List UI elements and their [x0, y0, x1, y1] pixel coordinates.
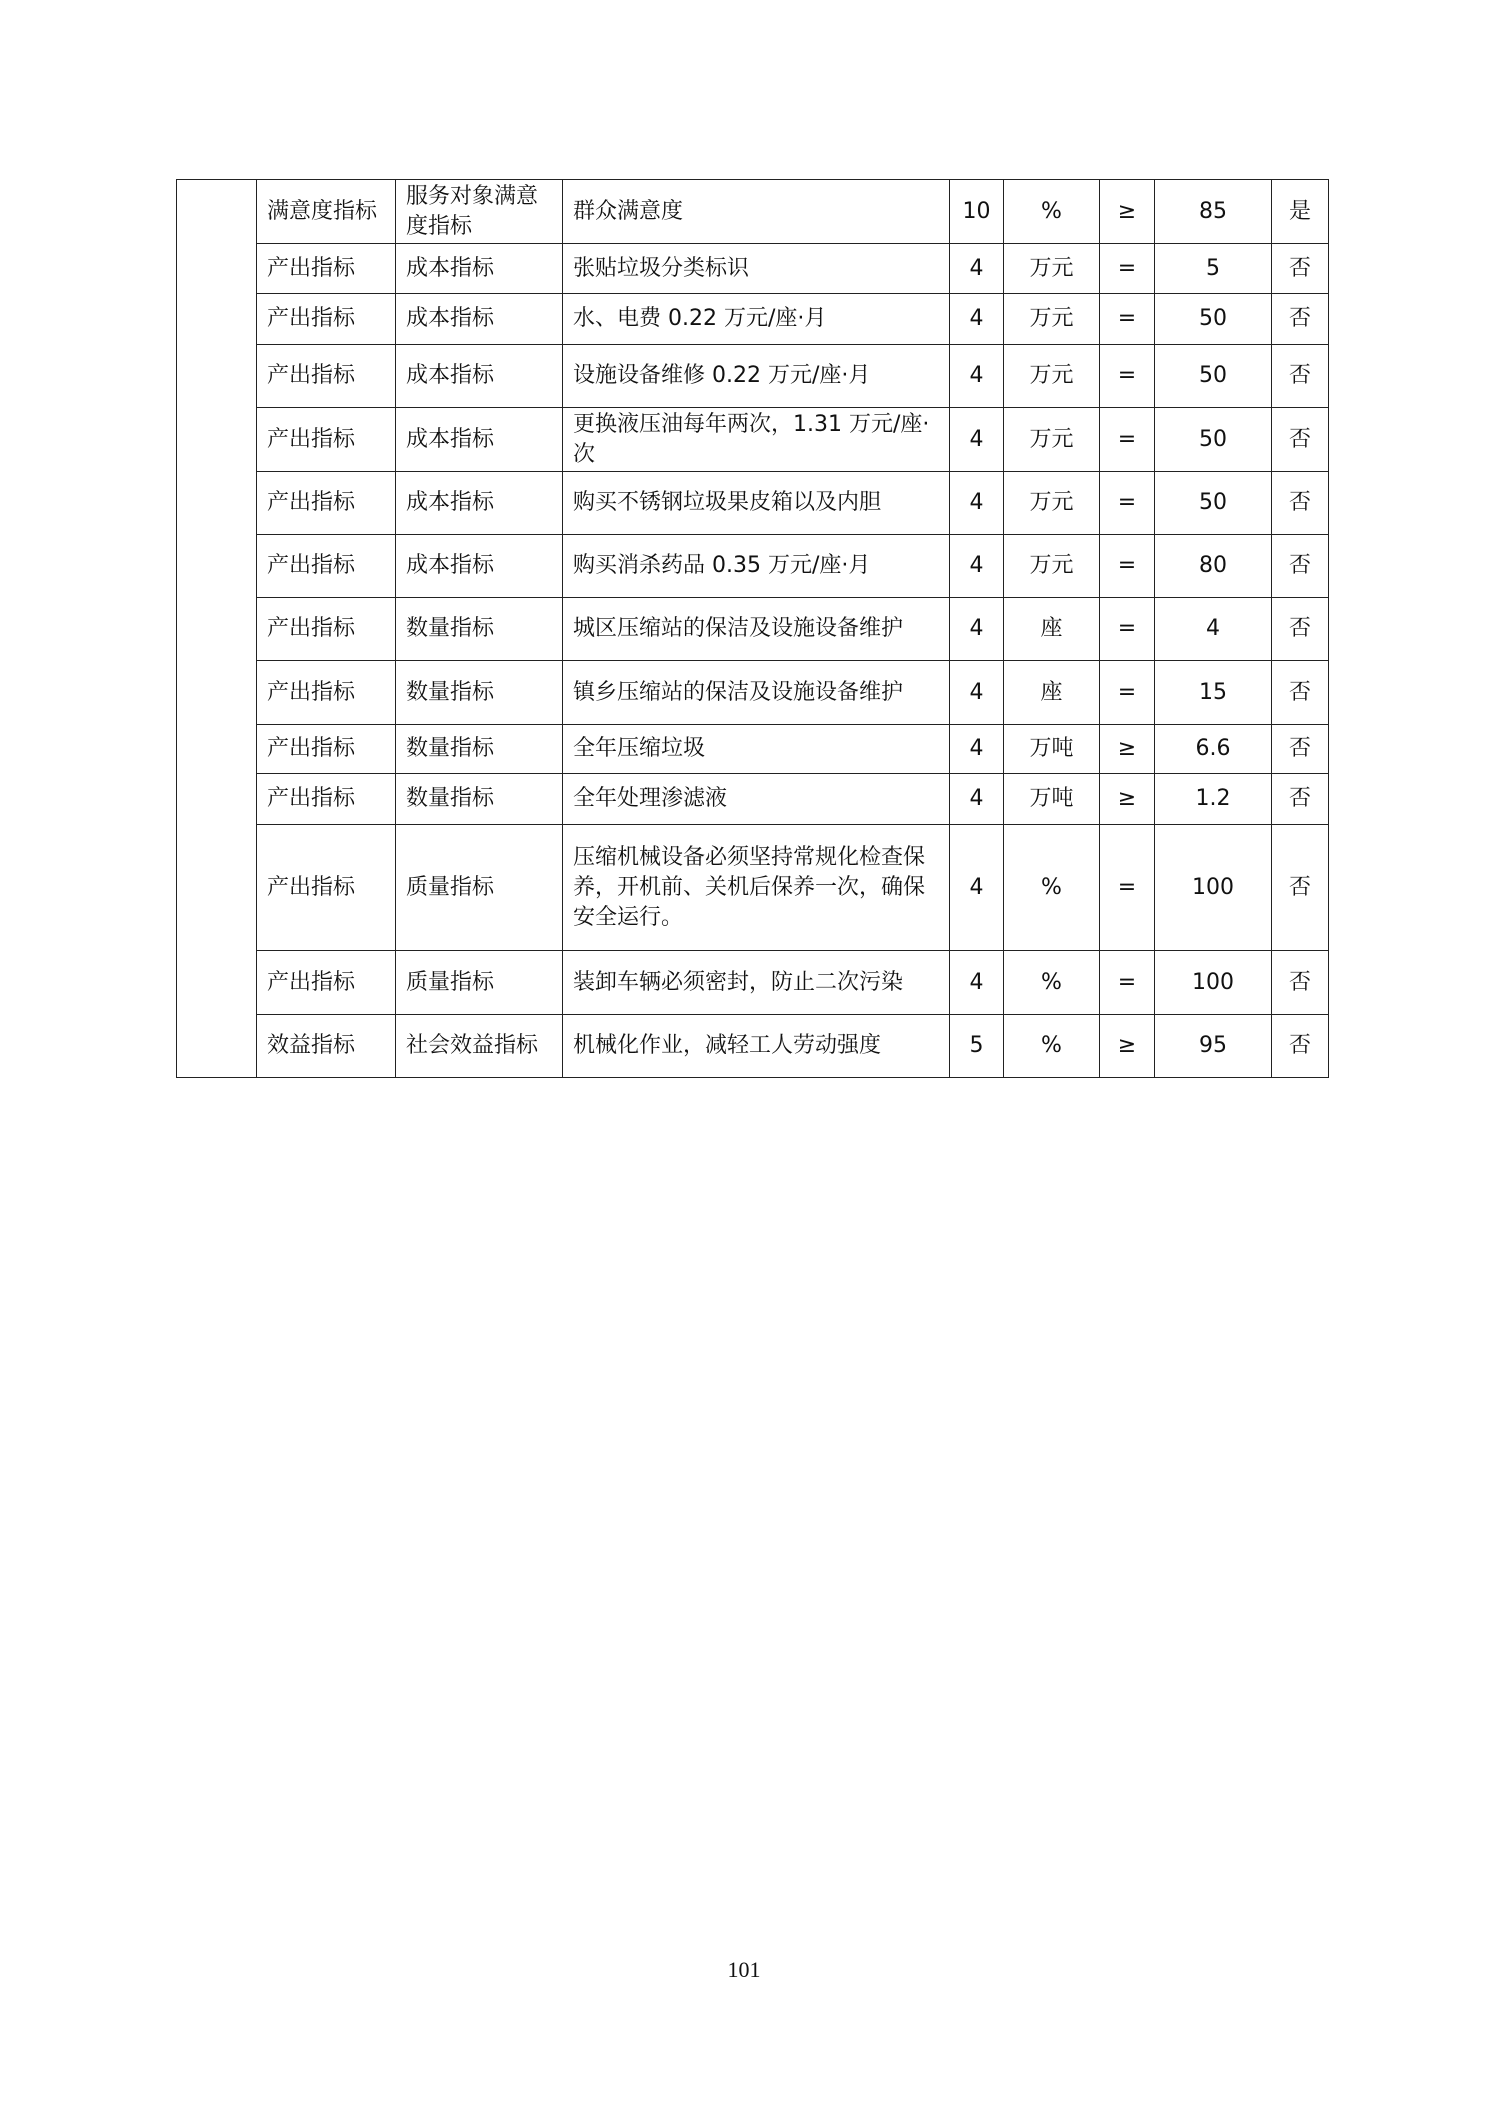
table-row	[177, 725, 1329, 774]
target-value-cell: 100	[1155, 951, 1272, 1015]
operator-cell: =	[1100, 951, 1155, 1015]
page-number: 101	[727, 1957, 761, 1982]
operator-cell: ≥	[1100, 725, 1155, 774]
core-indicator-cell: 是	[1272, 180, 1329, 244]
table-row	[177, 535, 1329, 598]
unit-cell: 万元	[1004, 345, 1100, 408]
level2-indicator-cell: 社会效益指标	[396, 1015, 563, 1078]
level1-indicator-cell: 产出指标	[257, 244, 396, 294]
operator-cell: =	[1100, 294, 1155, 345]
operator-cell: =	[1100, 535, 1155, 598]
level1-indicator-cell: 产出指标	[257, 774, 396, 825]
level2-indicator-cell: 数量指标	[396, 774, 563, 825]
core-indicator-cell: 否	[1272, 774, 1329, 825]
operator-cell: ≥	[1100, 180, 1155, 244]
operator-cell: =	[1100, 472, 1155, 535]
level1-indicator-cell: 产出指标	[257, 598, 396, 661]
indicator-name-cell: 群众满意度	[563, 180, 950, 244]
level2-indicator-cell: 服务对象满意度指标	[396, 180, 563, 244]
indicator-name-cell: 城区压缩站的保洁及设施设备维护	[563, 598, 950, 661]
target-value-cell: 5	[1155, 244, 1272, 294]
indicator-name-cell: 购买消杀药品 0.35 万元/座·月	[563, 535, 950, 598]
level1-indicator-cell: 满意度指标	[257, 180, 396, 244]
score-cell: 4	[950, 598, 1004, 661]
operator-cell: =	[1100, 661, 1155, 725]
table-row	[177, 244, 1329, 294]
score-cell: 4	[950, 774, 1004, 825]
unit-cell: 万元	[1004, 472, 1100, 535]
table-row	[177, 598, 1329, 661]
unit-cell: 万元	[1004, 535, 1100, 598]
unit-cell: 万元	[1004, 244, 1100, 294]
indicator-name-cell: 水、电费 0.22 万元/座·月	[563, 294, 950, 345]
unit-cell: 万元	[1004, 294, 1100, 345]
level2-indicator-cell: 成本指标	[396, 294, 563, 345]
score-cell: 4	[950, 951, 1004, 1015]
level1-indicator-cell: 产出指标	[257, 661, 396, 725]
core-indicator-cell: 否	[1272, 951, 1329, 1015]
score-cell: 4	[950, 294, 1004, 345]
level2-indicator-cell: 质量指标	[396, 951, 563, 1015]
table-row	[177, 180, 1329, 244]
indicator-name-cell: 购买不锈钢垃圾果皮箱以及内胆	[563, 472, 950, 535]
core-indicator-cell: 否	[1272, 244, 1329, 294]
score-cell: 4	[950, 825, 1004, 951]
level1-indicator-cell: 产出指标	[257, 408, 396, 472]
target-value-cell: 4	[1155, 598, 1272, 661]
merged-blank-cell	[177, 180, 257, 1078]
indicator-name-cell: 全年处理渗滤液	[563, 774, 950, 825]
target-value-cell: 6.6	[1155, 725, 1272, 774]
table-row	[177, 661, 1329, 725]
core-indicator-cell: 否	[1272, 598, 1329, 661]
level1-indicator-cell: 产出指标	[257, 951, 396, 1015]
core-indicator-cell: 否	[1272, 408, 1329, 472]
core-indicator-cell: 否	[1272, 725, 1329, 774]
operator-cell: =	[1100, 408, 1155, 472]
level1-indicator-cell: 产出指标	[257, 345, 396, 408]
level2-indicator-cell: 成本指标	[396, 472, 563, 535]
level1-indicator-cell: 产出指标	[257, 472, 396, 535]
indicator-name-cell: 压缩机械设备必须坚持常规化检查保养，开机前、关机后保养一次，确保安全运行。	[563, 825, 950, 951]
indicator-name-cell: 镇乡压缩站的保洁及设施设备维护	[563, 661, 950, 725]
unit-cell: %	[1004, 1015, 1100, 1078]
level1-indicator-cell: 产出指标	[257, 725, 396, 774]
table-row	[177, 294, 1329, 345]
operator-cell: =	[1100, 825, 1155, 951]
target-value-cell: 50	[1155, 472, 1272, 535]
unit-cell: 万吨	[1004, 774, 1100, 825]
score-cell: 5	[950, 1015, 1004, 1078]
target-value-cell: 85	[1155, 180, 1272, 244]
operator-cell: ≥	[1100, 1015, 1155, 1078]
level1-indicator-cell: 效益指标	[257, 1015, 396, 1078]
level1-indicator-cell: 产出指标	[257, 535, 396, 598]
core-indicator-cell: 否	[1272, 1015, 1329, 1078]
target-value-cell: 95	[1155, 1015, 1272, 1078]
level2-indicator-cell: 成本指标	[396, 535, 563, 598]
core-indicator-cell: 否	[1272, 825, 1329, 951]
level2-indicator-cell: 成本指标	[396, 345, 563, 408]
unit-cell: 万元	[1004, 408, 1100, 472]
core-indicator-cell: 否	[1272, 472, 1329, 535]
indicator-name-cell: 机械化作业，减轻工人劳动强度	[563, 1015, 950, 1078]
core-indicator-cell: 否	[1272, 345, 1329, 408]
indicator-name-cell: 更换液压油每年两次，1.31 万元/座·次	[563, 408, 950, 472]
operator-cell: =	[1100, 345, 1155, 408]
core-indicator-cell: 否	[1272, 294, 1329, 345]
level1-indicator-cell: 产出指标	[257, 825, 396, 951]
core-indicator-cell: 否	[1272, 535, 1329, 598]
table-row	[177, 951, 1329, 1015]
table-row	[177, 1015, 1329, 1078]
indicator-name-cell: 全年压缩垃圾	[563, 725, 950, 774]
target-value-cell: 80	[1155, 535, 1272, 598]
score-cell: 4	[950, 535, 1004, 598]
level1-indicator-cell: 产出指标	[257, 294, 396, 345]
table-row	[177, 472, 1329, 535]
target-value-cell: 1.2	[1155, 774, 1272, 825]
level2-indicator-cell: 成本指标	[396, 408, 563, 472]
score-cell: 4	[950, 244, 1004, 294]
score-cell: 4	[950, 661, 1004, 725]
unit-cell: %	[1004, 825, 1100, 951]
unit-cell: 万吨	[1004, 725, 1100, 774]
target-value-cell: 15	[1155, 661, 1272, 725]
target-value-cell: 50	[1155, 294, 1272, 345]
operator-cell: =	[1100, 598, 1155, 661]
target-value-cell: 100	[1155, 825, 1272, 951]
core-indicator-cell: 否	[1272, 661, 1329, 725]
indicator-table	[176, 179, 1329, 1078]
table-row	[177, 825, 1329, 951]
unit-cell: %	[1004, 180, 1100, 244]
level2-indicator-cell: 数量指标	[396, 598, 563, 661]
target-value-cell: 50	[1155, 408, 1272, 472]
score-cell: 4	[950, 408, 1004, 472]
operator-cell: =	[1100, 244, 1155, 294]
indicator-name-cell: 设施设备维修 0.22 万元/座·月	[563, 345, 950, 408]
table-row	[177, 408, 1329, 472]
level2-indicator-cell: 成本指标	[396, 244, 563, 294]
unit-cell: %	[1004, 951, 1100, 1015]
unit-cell: 座	[1004, 661, 1100, 725]
score-cell: 4	[950, 345, 1004, 408]
level2-indicator-cell: 质量指标	[396, 825, 563, 951]
operator-cell: ≥	[1100, 774, 1155, 825]
level2-indicator-cell: 数量指标	[396, 725, 563, 774]
score-cell: 4	[950, 472, 1004, 535]
indicator-name-cell: 张贴垃圾分类标识	[563, 244, 950, 294]
score-cell: 4	[950, 725, 1004, 774]
target-value-cell: 50	[1155, 345, 1272, 408]
score-cell: 10	[950, 180, 1004, 244]
level2-indicator-cell: 数量指标	[396, 661, 563, 725]
unit-cell: 座	[1004, 598, 1100, 661]
table-row	[177, 774, 1329, 825]
table-row	[177, 345, 1329, 408]
indicator-name-cell: 装卸车辆必须密封，防止二次污染	[563, 951, 950, 1015]
